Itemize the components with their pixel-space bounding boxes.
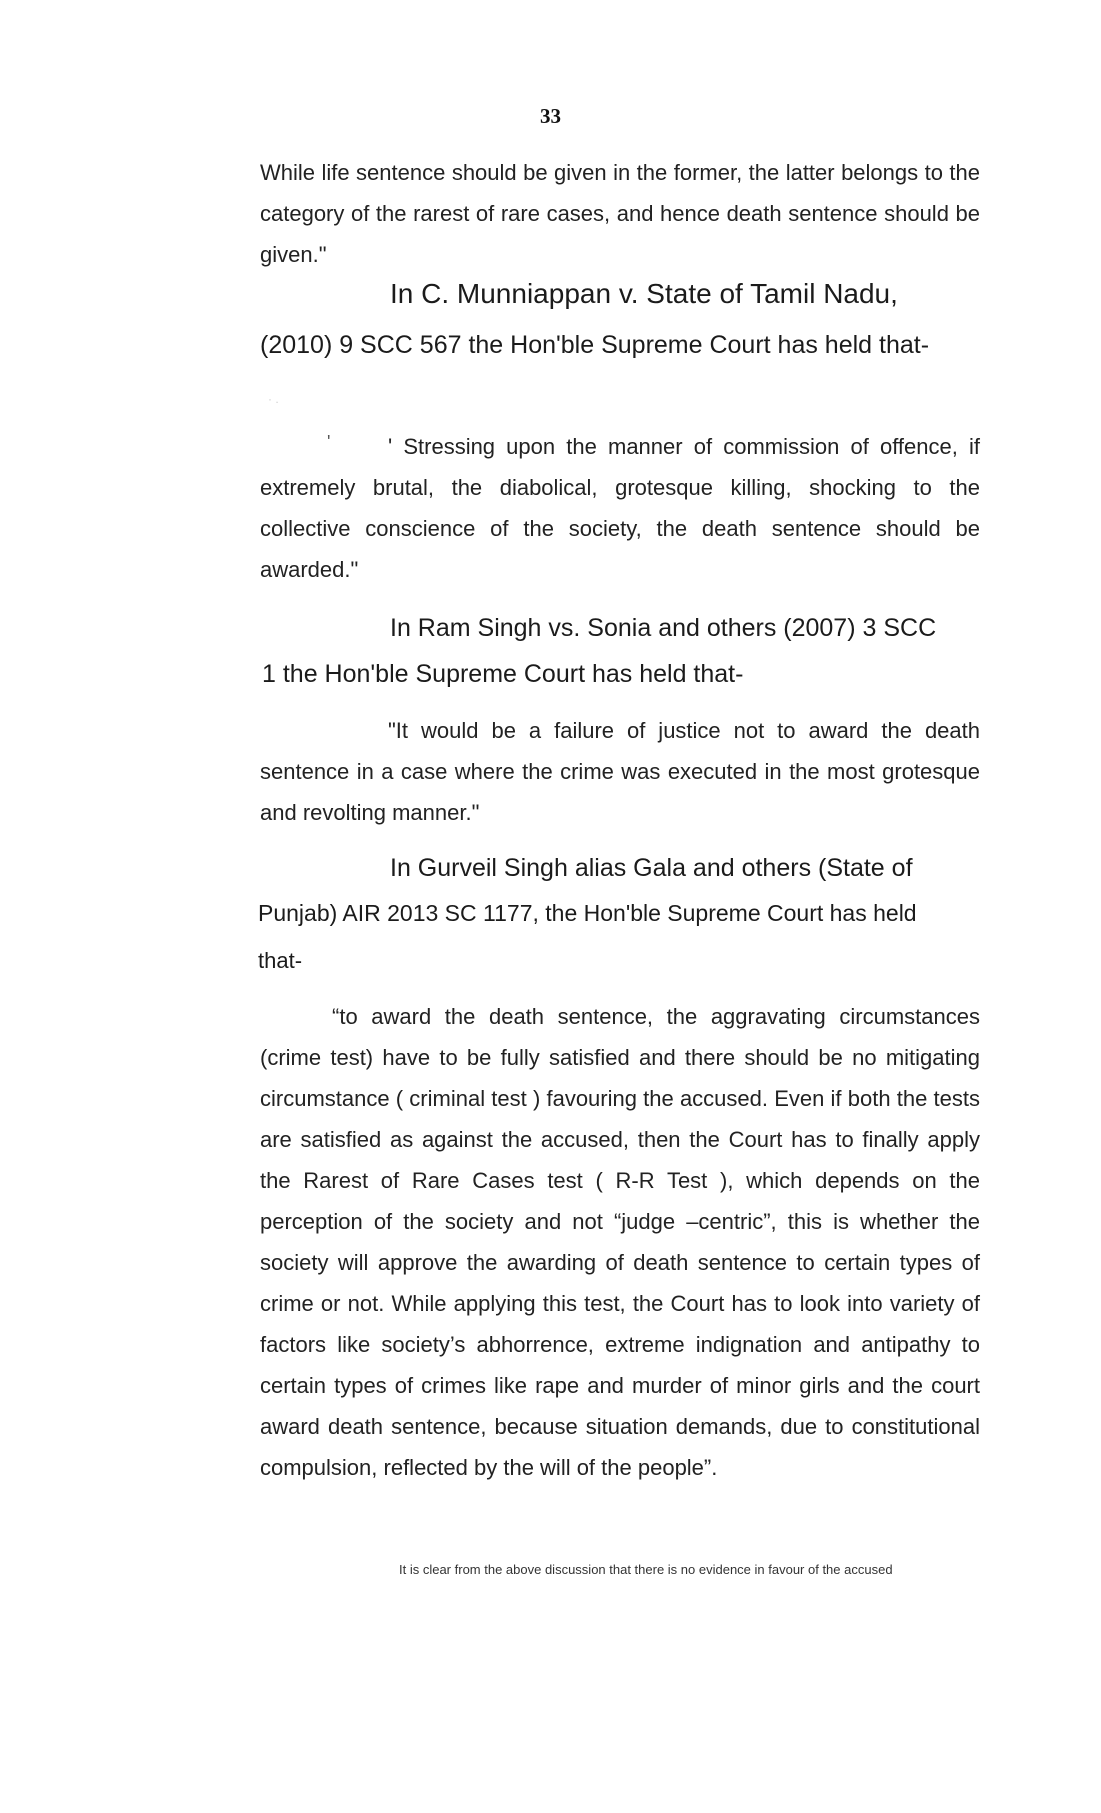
case3-quote: “to award the death sentence, the aggravating circumstances (crime test) have to be fully satisfied and there should be no mitigating circumstance ( criminal test ) favouring the accused. Even if both the tests are satisfied as against the accused, then the Court has to finally apply the Rarest of Rare Cases test ( R-R Test ), which depends on the perception of the society and not “judge –centric”, this is whether the society will approve the awarding of death sentence to certain types of crime or not. While applying this test, the Court has to look into variety of factors like society’s abhorrence, extreme indignation and antipathy to certain types of crimes like rape and murder of minor girls and the court award death sentence, because situation demands, due to constitutional compulsion, reflected by the will of the people”. xyxy=(260,1004,980,1480)
case2-heading-line1: In Ram Singh vs. Sonia and others (2007) 3 SCC xyxy=(390,614,937,642)
case2-heading-line2: 1 the Hon'ble Supreme Court has held that- xyxy=(262,660,744,688)
intro-paragraph: While life sentence should be given in the former, the latter belongs to the category of the rarest of rare cases, and hence death sentence should be given." xyxy=(260,160,980,267)
scan-speck: · . xyxy=(268,392,279,406)
case1-quote: ' Stressing upon the manner of commission of offence, if extremely brutal, the diabolical, grotesque killing, shocking to the collective conscience of the society, the death sentence should be awarded." xyxy=(260,434,980,582)
stray-mark: ' xyxy=(327,432,331,452)
case1-heading-line1: In C. Munniappan v. State of Tamil Nadu, xyxy=(390,278,898,309)
case1-heading-line2: (2010) 9 SCC 567 the Hon'ble Supreme Court has held that- xyxy=(260,331,930,359)
page-number: 33 xyxy=(540,104,561,128)
case3-heading-line2: Punjab) AIR 2013 SC 1177, the Hon'ble Supreme Court has held xyxy=(258,900,917,926)
case2-quote: "It would be a failure of justice not to award the death sentence in a case where the crime was executed in the most grotesque and revolting manner." xyxy=(260,718,980,825)
trailing-line: It is clear from the above discussion that there is no evidence in favour of the accused xyxy=(399,1562,893,1577)
case3-heading-line3: that- xyxy=(258,948,303,973)
case3-heading-line1: In Gurveil Singh alias Gala and others (State of xyxy=(390,854,913,882)
